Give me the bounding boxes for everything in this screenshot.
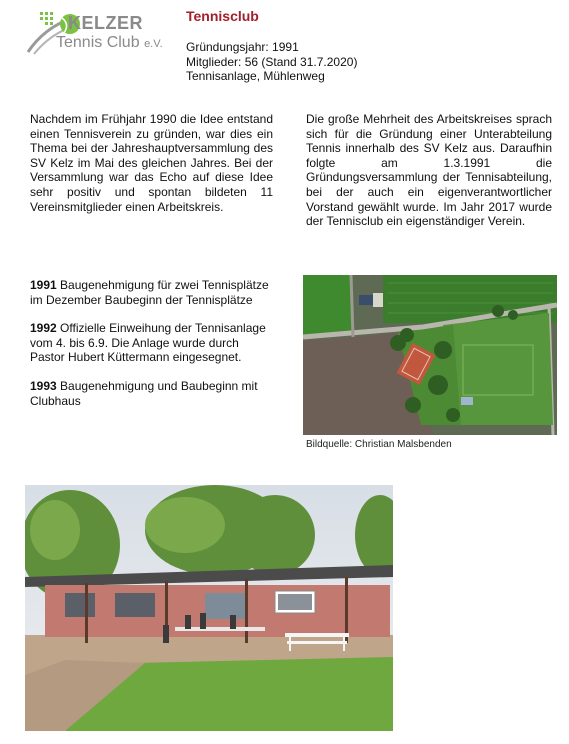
logo-suffix: e.V.: [144, 38, 163, 50]
member-count: Mitglieder: 56 (Stand 31.7.2020): [186, 54, 358, 69]
timeline-item: [30, 321, 273, 365]
logo-subtitle: [56, 34, 163, 52]
timeline-year: 1992: [30, 321, 57, 336]
aerial-photo: [303, 275, 557, 435]
history-paragraph-right: Die große Mehrheit des Arbeitskreises sprach sich für die Gründung einer Unterabteilung Tennis innerhalb des SV Kelz aus. Daraufhin folgte am 1.3.1991 die Gründungsversammlung der Tennisabteilung, bei der auch ein eigenverantwortlicher Vorstand gewählt wurde. Im Jahr 2017 wurde der Tennisclub ein eigenständiger Verein.: [306, 112, 552, 229]
logo-subtitle-text: Tennis Club: [56, 34, 140, 51]
facility-location: Tennisanlage, Mühlenweg: [186, 69, 325, 83]
timeline-text: Baugenehmigung für zwei Tennisplätze im Dezember Baubeginn der Tennisplätze: [30, 278, 269, 307]
timeline-item: [30, 379, 273, 408]
timeline: [30, 278, 273, 422]
founded-year: Gründungsjahr: 1991: [186, 40, 299, 54]
history-paragraph-left: Nachdem im Frühjahr 1990 die Idee entstand einen Tennisverein zu gründen, war dies ein Thema bei der Jahreshauptversammlung des SV Kelz im Mai des gleichen Jahres. Bei der Versammlung war das Echo auf diese Idee sehr positiv und spontan bildeten 11 Vereinsmitglieder einen Arbeitskreis.: [30, 112, 273, 214]
club-logo: [24, 8, 164, 58]
timeline-year: 1991: [30, 278, 57, 292]
clubhouse-photo: [25, 485, 393, 731]
page-title: Tennisclub: [186, 8, 259, 24]
timeline-year: 1993: [30, 378, 57, 393]
photo-caption: Bildquelle: Christian Malsbenden: [306, 439, 452, 450]
club-facts: [186, 40, 357, 84]
logo-name: KELZER: [68, 13, 143, 33]
timeline-text: Baugenehmigung und Baubeginn mit Clubhaus: [30, 378, 258, 408]
timeline-text: Offizielle Einweihung der Tennisanlage vom 4. bis 6.9. Die Anlage wurde durch Pastor Hubert Küttermann eingesegnet.: [30, 321, 266, 365]
timeline-item: [30, 278, 273, 307]
